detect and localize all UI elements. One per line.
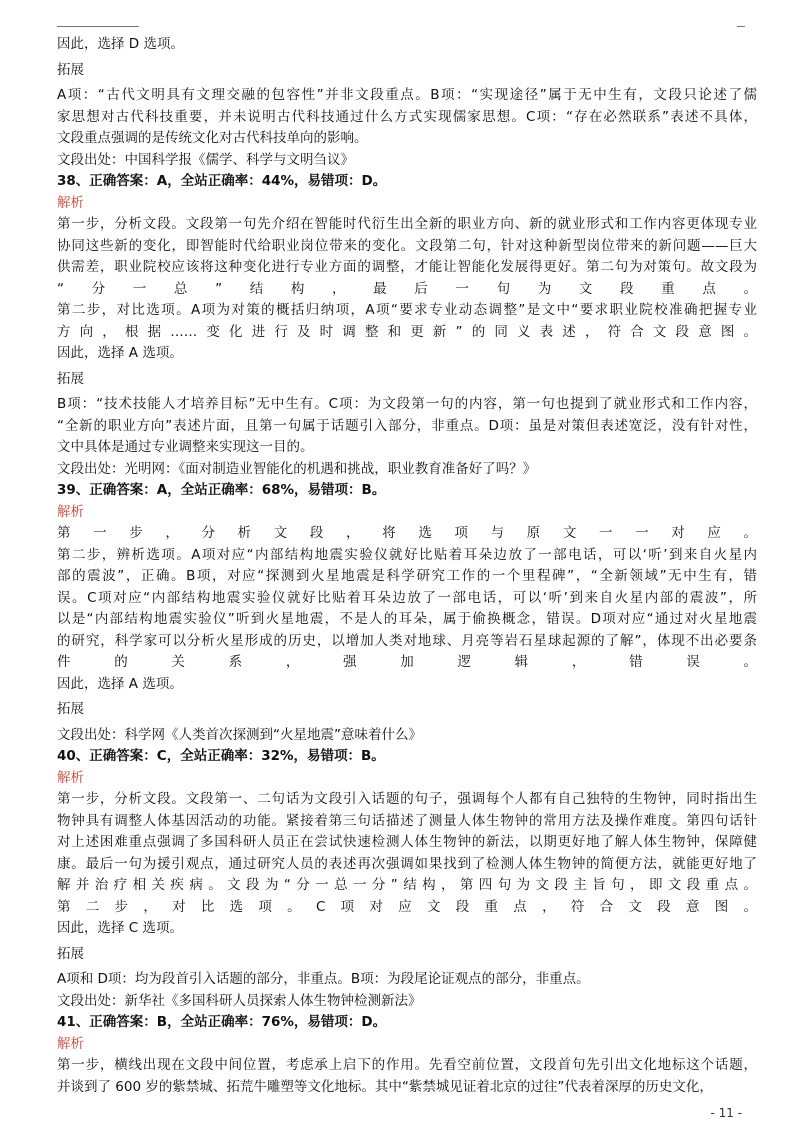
text-line: 第一步，分析文段。文段第一句先介绍在智能时代衍生出全新的职业方向、新的就业形式和工作内容更体现专业 (57, 216, 757, 232)
text-line: 以是“内部结构地震实验仪”听到火星地震，不是人的耳朵，属于偷换概念，错误。D项对应“通过对火星地震 (57, 611, 757, 627)
text-line: 件的关系，强加逻辑，错误。 (57, 654, 757, 670)
section-heading (57, 193, 757, 215)
text-line: A项：“古代文明具有文理交融的包容性”并非文段重点。B项：“实现途径”属于无中生有，文段只论述了儒 (57, 87, 757, 103)
text-line: 文段出处：科学网《人类首次探测到“火星地震”意味着什么》 (57, 726, 422, 743)
text-line: 拓展 (57, 945, 84, 962)
text-line: 方向，根据……变化进行及时调整和更新”的同义表述，符合文段意图。 (57, 323, 757, 340)
text-line: 的研究，科学家可以分析火星形成的历史，以增加人类对地球、月亮等岩石星球起源的了解”，体现不出必要条 (57, 632, 757, 649)
answer-line (57, 171, 757, 193)
text-line: 因此，选择 D 选项。 (57, 36, 184, 52)
text-block (57, 369, 757, 391)
text-block (57, 34, 757, 56)
text-line: 因此，选择 A 选项。 (57, 675, 183, 692)
text-line: 解析 (57, 769, 84, 786)
text-line: 文段出处：新华社《多国科研人员探索人体生物钟检测新法》 (57, 992, 422, 1009)
paragraph (57, 394, 757, 459)
paragraph (57, 789, 757, 940)
paragraph (57, 1055, 757, 1098)
text-line: 部的震波”，正确。B项，对应“探测到火星地震是科学研究工作的一个里程碑”，“全新领域”无中生有，错 (57, 568, 757, 584)
answer-line (57, 746, 757, 768)
text-line: 因此，选择 A 选项。 (57, 345, 183, 361)
paragraph (57, 214, 757, 365)
paragraph (57, 85, 757, 150)
text-line: 文段重点强调的是传统文化对古代科技单向的影响。 (57, 130, 368, 146)
text-block (57, 459, 757, 481)
text-line: 家思想对古代科技重要，并未说明古代科技通过什么方式实现儒家思想。C项：“存在必然联系”表述不具体， (57, 108, 757, 125)
answer-line (57, 480, 757, 502)
text-line: A项和 D项：均为段首引入话题的部分，非重点。B项：为段尾论证观点的部分，非重点。 (57, 971, 590, 987)
text-block (57, 150, 757, 172)
text-line: 40、正确答案：C，全站正确率：32%，易错项：B。 (57, 748, 385, 764)
text-line: 41、正确答案：B，全站正确率：76%，易错项：D。 (57, 1014, 387, 1030)
text-block (57, 969, 757, 1012)
text-line: 第一步，分析文段，将选项与原文一一对应。 (57, 525, 757, 541)
document-page (57, 34, 757, 1098)
section-heading (57, 502, 757, 524)
header-rule-left (57, 26, 139, 27)
text-line: 文段出处：中国科学报《儒学、科学与文明刍议》 (57, 151, 354, 168)
text-line: “全新的职业方向”表述片面，且第一句属于话题引入部分，非重点。D项：虽是对策但表述宽泛，没有针对性， (57, 417, 757, 434)
text-line: “分一总”结构，最后一句为文段重点。 (57, 280, 757, 297)
section-heading (57, 1034, 757, 1056)
text-line: 物钟具有调整人体基因活动的功能。紧接着第三句话描述了测量人体生物钟的常用方法及操作难度。第四句话针 (57, 812, 757, 829)
text-line: B项：“技术技能人才培养目标”无中生有。C项：为文段第一句的内容，第一句也提到了就业形式和工作内容， (57, 396, 757, 412)
text-line: 拓展 (57, 61, 84, 78)
text-line: 第二步，对比选项。C项对应文段重点，符合文段意图。 (57, 898, 757, 915)
paragraph (57, 523, 757, 695)
text-line: 拓展 (57, 370, 84, 387)
text-line: 解析 (57, 1035, 84, 1052)
text-line: 供需差，职业院校应该将这种变化进行专业方面的调整，才能让智能化发展得更好。第二句为对策句。故文段为 (57, 259, 757, 275)
text-line: 误。C项对应“内部结构地震实验仪就好比贴着耳朵边放了一部电话，可以‘听’到来自火星内部的震波”，所 (57, 589, 757, 606)
section-heading (57, 768, 757, 790)
text-line: 协同这些新的变化，即智能时代给职业岗位带来的变化。文段第二句，针对这种新型岗位带来的新问题——巨大 (57, 237, 757, 254)
text-line: 康。最后一句为援引观点，通过研究人员的表述再次强调如果找到了检测人体生物钟的简便方法，就能更好地了 (57, 855, 757, 872)
text-line: 第二步，辨析选项。A项对应“内部结构地震实验仪就好比贴着耳朵边放了一部电话，可以‘听’到来自火星内 (57, 546, 757, 563)
text-line: 第二步，对比选项。A项为对策的概括归纳项，A项“要求专业动态调整”是文中“要求职业院校准确把握专业 (57, 302, 757, 318)
text-line: 39、正确答案：A，全站正确率：68%，易错项：B。 (57, 482, 386, 498)
text-line: 第一步，分析文段。文段第一、二句话为文段引入话题的句子，强调每个人都有自己独特的生物钟，同时指出生 (57, 791, 757, 807)
text-block (57, 725, 757, 747)
text-line: 因此，选择 C 选项。 (57, 920, 184, 936)
header-rule-right (737, 26, 745, 27)
page-number: - 11 - (710, 1106, 742, 1120)
text-block (57, 60, 757, 82)
text-block (57, 699, 757, 721)
text-block (57, 944, 757, 966)
text-line: 文中具体是通过专业调整来实现这一目的。 (57, 439, 314, 455)
text-line: 解析 (57, 194, 84, 211)
text-line: 38、正确答案：A，全站正确率：44%，易错项：D。 (57, 173, 387, 189)
text-line: 对上述困难重点强调了多国科研人员正在尝试快速检测人体生物钟的新法，以期更好地了解人体生物钟，保障健 (57, 834, 757, 850)
text-line: 并谈到了 600 岁的紫禁城、拓荒牛雕塑等文化地标。其中“紫禁城见证着北京的过往”代表着深厚的历史文化， (57, 1078, 713, 1095)
text-line: 拓展 (57, 701, 84, 717)
answer-line (57, 1012, 757, 1034)
text-line: 解析 (57, 503, 84, 520)
text-line: 第一步，横线出现在文段中间位置，考虑承上启下的作用。先看空前位置，文段首句先引出文化地标这个话题， (57, 1057, 757, 1073)
text-line: 解并治疗相关疾病。文段为“分一总一分”结构，第四句为文段主旨句，即文段重点。 (57, 877, 757, 893)
text-line: 文段出处：光明网：《面对制造业智能化的机遇和挑战，职业教育准备好了吗？》 (57, 460, 537, 477)
